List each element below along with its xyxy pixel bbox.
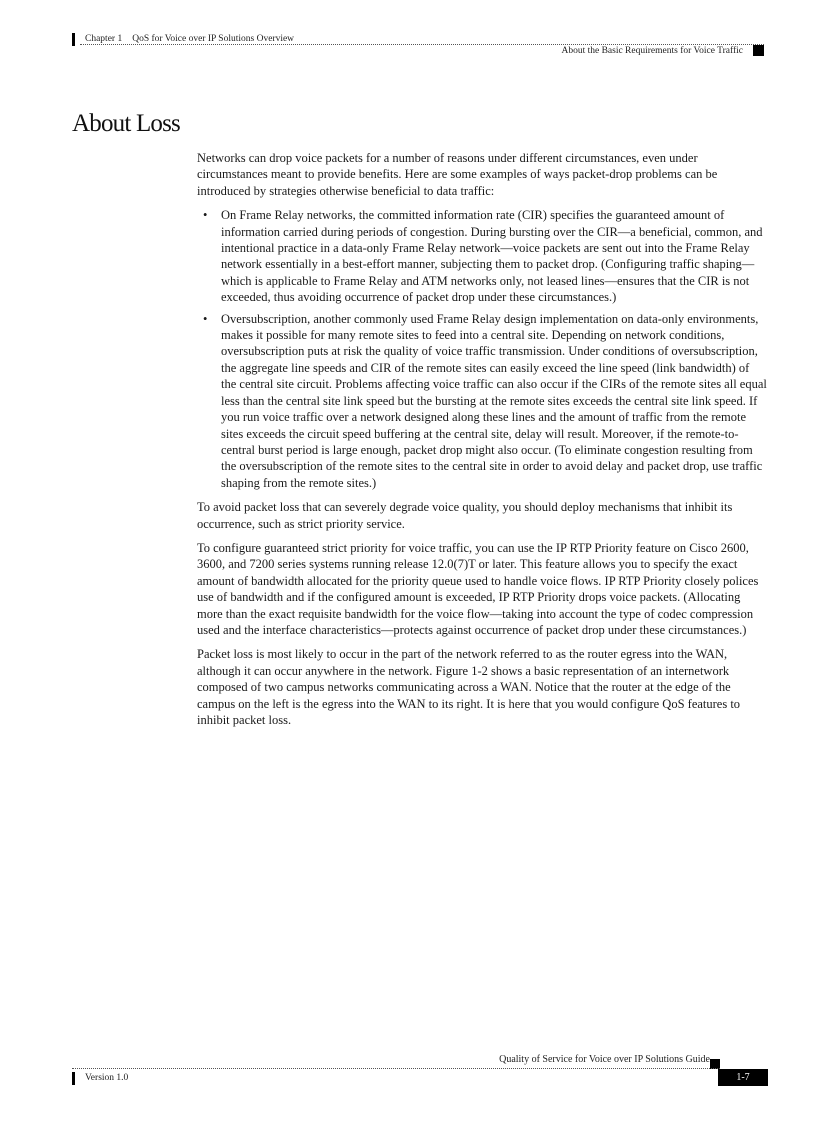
page-number: 1-7	[718, 1069, 768, 1086]
header-bar-mark	[72, 33, 75, 46]
body-paragraph: To configure guaranteed strict priority for voice traffic, you can use the IP RTP Priority feature on Cisco 2600, 3600, and 7200 series systems running release 12.0(7)T or later. This feature allows you to specify the exact amount of bandwidth allocated for the priority queue used to handle voice flows. IP RTP Priority closely polices use of bandwidth and if the configured amount is exceeded, IP RTP Priority drops voice packets. (Allocating more than the exact requisite bandwidth for the voice flow—taking into account the type of codec compression used and the interface characteristics—protects against occurrence of packet drop under these circumstances.)	[197, 540, 759, 637]
footer-rule	[72, 1068, 720, 1069]
intro-paragraph: Networks can drop voice packets for a number of reasons under different circumstances, even under circumstances meant to provide benefits. Here are some examples of ways packet-drop problems can be introduced by strategies otherwise beneficial to data traffic:	[197, 151, 718, 198]
body-paragraph: To avoid packet loss that can severely degrade voice quality, you should deploy mechanisms that inhibit its occurrence, such as strict priority service.	[197, 500, 733, 531]
header-chapter	[85, 34, 294, 44]
footer-version: Version 1.0	[85, 1073, 129, 1083]
footer-bar-mark	[72, 1072, 75, 1085]
footer-guide-title: Quality of Service for Voice over IP Solutions Guide	[499, 1054, 710, 1065]
section-title: About Loss	[72, 110, 180, 137]
chapter-title: QoS for Voice over IP Solutions Overview	[132, 34, 295, 44]
footer-left	[72, 1071, 128, 1085]
body-content	[197, 150, 767, 736]
header-square-mark	[753, 45, 764, 56]
body-paragraph: Packet loss is most likely to occur in the part of the network referred to as the router egress into the WAN, although it can occur anywhere in the network. Figure 1-2 shows a basic representation of an internetwork composed of two campus networks communicating across a WAN. Notice that the router at the edge of the campus on the left is the egress into the WAN to its right. It is here that you would configure QoS features to inhibit packet loss.	[197, 647, 741, 727]
bullet-item: • On Frame Relay networks, the committed information rate (CIR) specifies the guaranteed amount of information carried during periods of congestion. During bursting over the CIR—a beneficial, common, and intentional practice in a data-only Frame Relay network—voice packets are sent out into the Frame Relay network essentially in a best-effort manner, subjecting them to packet drop. (Configuring traffic shaping—which is applicable to Frame Relay and ATM networks only, not leased lines—ensures that the CIR is not exceeded, thus avoiding occurrence of packet drop under these circumstances.)	[197, 207, 767, 305]
bullet-item: • Oversubscription, another commonly used Frame Relay design implementation on data-only environments, makes it possible for many remote sites to feed into a central site. Depending on network conditions, oversubscription puts at risk the quality of voice traffic transmission. Under conditions of oversubscription, the aggregate line speeds and CIR of the remote sites can easily exceed the line speed (link bandwidth) of the central site circuit. Problems affecting voice traffic can also occur if the CIRs of the remote sites all equal less than the central site link speed but the bursting at the remote sites exceeds the central site link speed. If you run voice traffic over a network designed along these lines and the amount of traffic from the remote sites exceeds the circuit speed buffering at the central site, delay will result. Moreover, if the remote-to-central burst period is large enough, packet drop might also occur. (To eliminate congestion resulting from the oversubscription of the remote sites to the central site in order to avoid delay and packet drop, use traffic shaping from the remote sites.)	[197, 311, 767, 491]
running-title: About the Basic Requirements for Voice Traffic	[561, 45, 743, 56]
chapter-label: Chapter 1	[85, 34, 123, 44]
bullet-list	[197, 207, 767, 491]
running-header-right	[561, 45, 764, 56]
